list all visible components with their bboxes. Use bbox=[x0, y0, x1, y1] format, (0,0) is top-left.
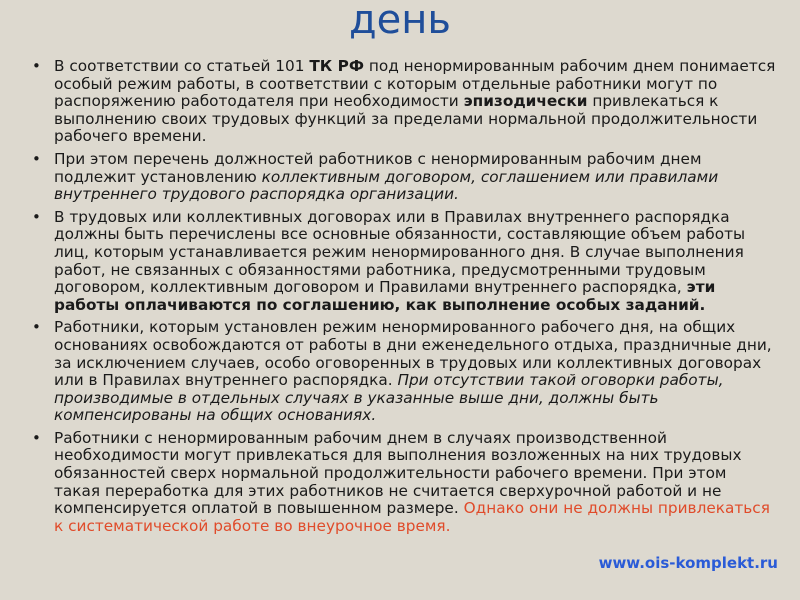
bullet-text: В трудовых или коллективных договорах или в Правилах внутреннего распорядка должны быть перечислены все основные обязанности, составляющие объем работы лиц, которым устанавливается режим ненормированного дня. В случае выполнения работ, не связанных с обязанностями работника, предусмотренными трудовым договором, коллективным договором и Правилами внутреннего распорядка, эти работы оплачиваются по соглашению, как выполнение особых заданий. bbox=[54, 207, 746, 314]
slide-content bbox=[32, 58, 777, 600]
bullet-item bbox=[32, 319, 777, 425]
bullet-text: Работники с ненормированным рабочим днем в случаях производственной необходимости могут привлекаться для выполнения возложенных на них трудовых обязанностей сверх нормальной продолжительности рабочего времени. При этом такая переработка для этих работников не считается сверхурочной работой и не компенсируется оплатой в повышенном размере. Однако они не должны привлекаться к систематической работе во внеурочное время. bbox=[54, 428, 770, 535]
bullet-item bbox=[32, 58, 777, 146]
bullet-marker: • bbox=[32, 207, 41, 226]
bullet-marker: • bbox=[32, 428, 41, 447]
bullet-text: Работники, которым установлен режим ненормированного рабочего дня, на общих основаниях освобождаются от работы в дни еженедельного отдыха, праздничные дни, за исключением случаев, особо оговоренных в трудовых или коллективных договорах или в Правилах внутреннего распорядка. При отсутствии такой оговорки работы, производимые в отдельных случаях в указанные выше дни, должны быть компенсированы на общих основаниях. bbox=[54, 318, 772, 425]
bullet-text: При этом перечень должностей работников с ненормированным рабочим днем подлежит установлению коллективным договором, соглашением или правилами внутреннего трудового распорядка организации. bbox=[54, 149, 719, 204]
bullet-marker: • bbox=[32, 149, 41, 168]
bullet-text: В соответствии со статьей 101 ТК РФ под ненормированным рабочим днем понимается особый режим работы, в соответствии с которым отдельные работники могут по распоряжению работодателя при необходимости эпизодически привлекаться к выполнению своих трудовых функций за пределами нормальной продолжительности рабочего времени. bbox=[54, 58, 776, 146]
watermark-link[interactable]: www.ois-komplekt.ru bbox=[598, 554, 778, 572]
bullet-marker: • bbox=[32, 318, 41, 337]
slide-title bbox=[0, 0, 800, 60]
bullet-item bbox=[32, 151, 777, 204]
bullet-marker: • bbox=[32, 58, 41, 75]
bullet-item bbox=[32, 209, 777, 315]
bullet-item bbox=[32, 430, 777, 536]
slide-title-main: день bbox=[349, 0, 451, 43]
bullet-list bbox=[32, 58, 777, 535]
